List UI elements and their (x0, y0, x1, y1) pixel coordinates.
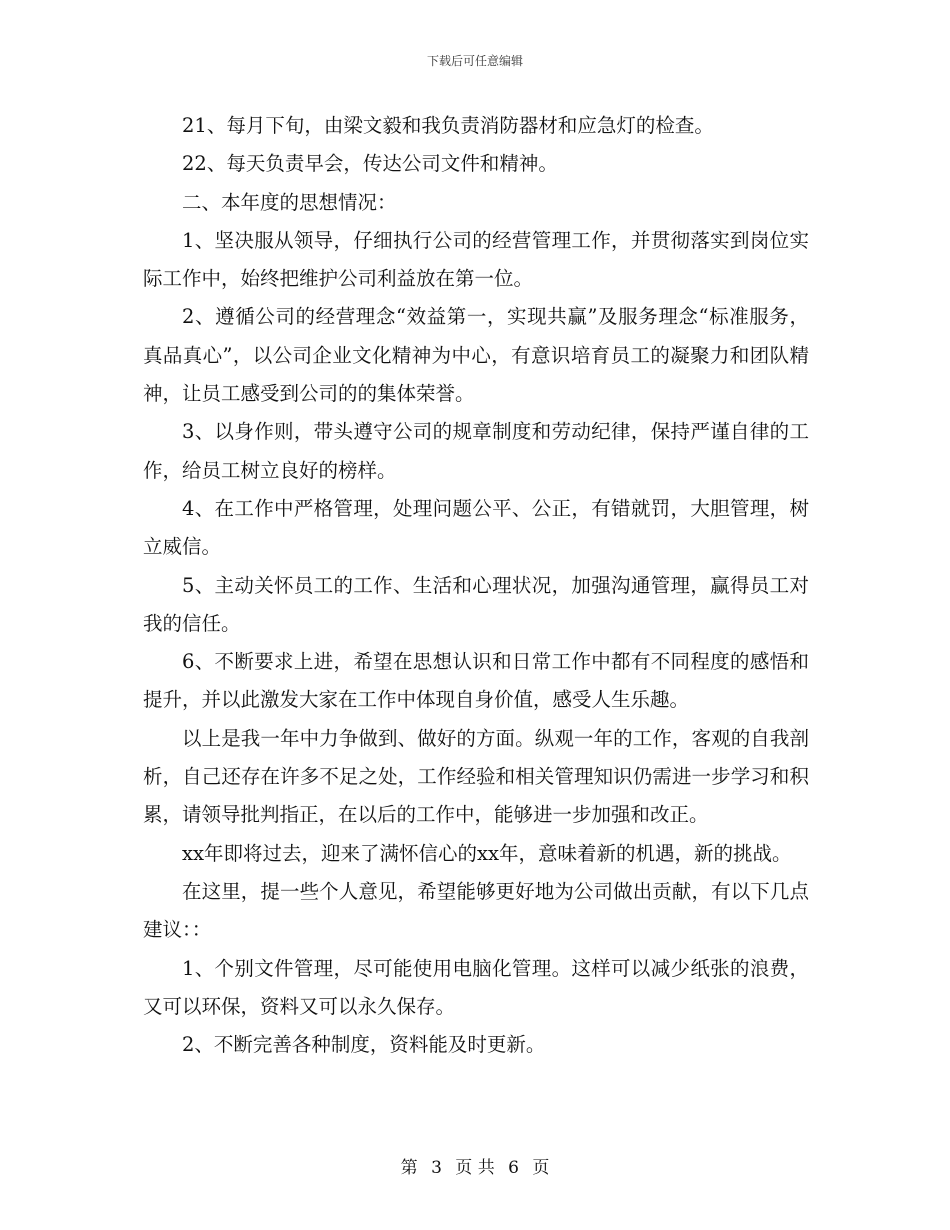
page-label-mid: 页 共 (455, 1158, 495, 1178)
paragraph: 在这里，提一些个人意见，希望能够更好地为公司做出贡献，有以下几点建议：： (143, 879, 809, 942)
paragraph: 以上是我一年中力争做到、做好的方面。纵观一年的工作，客观的自我剖析，自己还存在许多不足之处，工作经验和相关管理知识仍需进一步学习和积累，请领导批判指正，在以后的工作中，能够进一步加强和改正。 (143, 726, 809, 827)
paragraph: 5、主动关怀员工的工作、生活和心理状况，加强沟通管理，赢得员工对我的信任。 (143, 573, 809, 635)
paragraph: 1、个别文件管理，尽可能使用电脑化管理。这样可以减少纸张的浪费，又可以环保，资料又可以永久保存。 (143, 956, 809, 1018)
page-label-prefix: 第 (400, 1158, 418, 1178)
page-footer (0, 1153, 950, 1178)
paragraph: 3、以身作则，带头遵守公司的规章制度和劳动纪律，保持严谨自律的工作，给员工树立良好的榜样。 (143, 420, 809, 482)
paragraph: 1、坚决服从领导，仔细执行公司的经营管理工作，并贯彻落实到岗位实际工作中，始终把维护公司利益放在第一位。 (143, 228, 809, 291)
current-page-number: 3 (431, 1158, 442, 1178)
paragraph: 21、每月下旬，由梁文毅和我负责消防器材和应急灯的检查。 (182, 114, 714, 137)
page-label-suffix: 页 (532, 1158, 550, 1178)
paragraph: 6、不断要求上进，希望在思想认识和日常工作中都有不同程度的感悟和提升，并以此激发大家在工作中体现自身价值，感受人生乐趣。 (143, 650, 809, 712)
paragraph: 2、不断完善各种制度，资料能及时更新。 (182, 1033, 546, 1057)
total-pages-number: 6 (508, 1158, 519, 1178)
paragraph: 22、每天负责早会，传达公司文件和精神。 (182, 152, 558, 176)
document-body (143, 107, 809, 1064)
paragraph: 4、在工作中严格管理，处理问题公平、公正，有错就罚，大胆管理，树立威信。 (143, 496, 809, 559)
section-heading: 二、本年度的思想情况： (182, 190, 397, 214)
page-header: 下载后可任意编辑 (426, 54, 523, 68)
paragraph: xx年即将过去，迎来了满怀信心的xx年，意味着新的机遇，新的挑战。 (182, 841, 792, 865)
paragraph: 2、遵循公司的经营理念“效益第一，实现共赢”及服务理念“标准服务，真品真心”，以公司企业文化精神为中心，有意识培育员工的凝聚力和团队精神，让员工感受到公司的的集体荣誉。 (143, 305, 809, 406)
